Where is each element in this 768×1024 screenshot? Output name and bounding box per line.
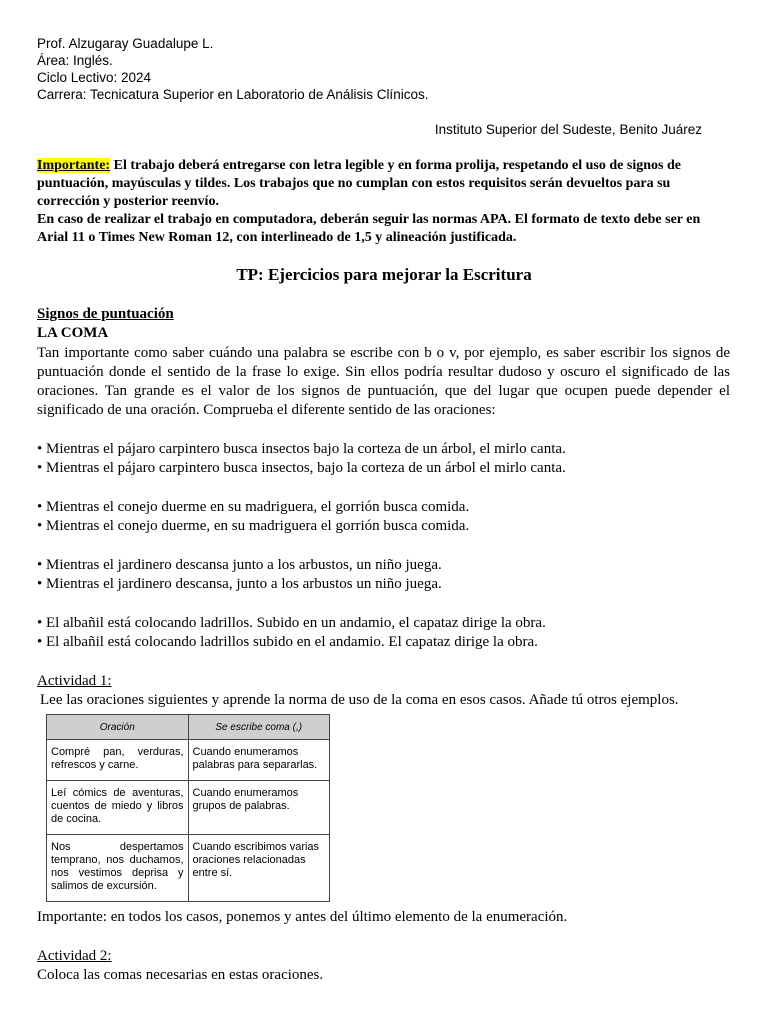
school-year-line: Ciclo Lectivo: 2024	[37, 70, 152, 85]
activity-2-text: Coloca las comas necesarias en estas oraciones.	[37, 967, 324, 984]
example-sentence: • Mientras el pájaro carpintero busca insectos bajo la corteza de un árbol, el mirlo canta.	[37, 441, 566, 458]
institute-name: Instituto Superior del Sudeste, Benito Juárez	[434, 122, 702, 137]
page-title: TP: Ejercicios para mejorar la Escritura	[236, 265, 532, 284]
example-sentence: • Mientras el pájaro carpintero busca insectos, bajo la corteza de un árbol el mirlo canta.	[37, 460, 566, 477]
career-line: Carrera: Tecnicatura Superior en Laboratorio de Análisis Clínicos.	[37, 87, 429, 102]
intro-paragraph: Tan importante como saber cuándo una palabra se escribe con b o v, por ejemplo, es saber escribir los signos de puntuación donde el sentido de la frase lo exige. Sin ellos podría resultar dudoso y oscuro el significado de las oraciones. Tan grande es el valor de los signos de puntuación, que del lugar que ocupen puede depender el significado de una oración. Comprueba el diferente sentido de las oraciones:	[37, 344, 730, 419]
table-cell: Cuando enumeramos palabras para separarlas.	[188, 740, 330, 781]
example-sentence: • Mientras el conejo duerme, en su madriguera el gorrión busca comida.	[37, 518, 470, 535]
section-heading: Signos de puntuación	[37, 306, 174, 322]
table-row	[47, 781, 330, 835]
table-cell: Compré pan, verduras, refrescos y carne.	[47, 740, 189, 781]
activity-1-note: Importante: en todos los casos, ponemos y antes del último elemento de la enumeración.	[37, 909, 568, 926]
professor-line: Prof. Alzugaray Guadalupe L.	[37, 36, 214, 51]
important-label: Importante:	[37, 158, 111, 173]
notice-text-1: El trabajo deberá entregarse con letra legible y en forma prolija, respetando el uso de signos de puntuación, mayúsculas y tildes. Los trabajos que no cumplan con estos requisitos serán devueltos para su corrección y posterior reenvío.	[37, 158, 681, 209]
example-sentence: • Mientras el conejo duerme en su madriguera, el gorrión busca comida.	[37, 498, 470, 515]
important-notice	[37, 157, 717, 247]
comma-rules-table	[46, 714, 330, 902]
table-header: Oración	[47, 715, 189, 740]
example-sentence: • Mientras el jardinero descansa, junto a los arbustos un niño juega.	[37, 576, 442, 593]
table-cell: Cuando enumeramos grupos de palabras.	[188, 781, 330, 835]
document-body	[37, 305, 730, 985]
section-subheading: LA COMA	[37, 325, 109, 342]
notice-text-2: En caso de realizar el trabajo en computadora, deberán seguir las normas APA. El formato de texto debe ser en Arial 11 o Times New Roman 12, con interlineado de 1,5 y alineación justificada.	[37, 212, 701, 245]
table-header: Se escribe coma (,)	[188, 715, 330, 740]
activity-1-heading: Actividad 1:	[37, 672, 112, 689]
table-cell: Nos despertamos temprano, nos duchamos, nos vestimos deprisa y salimos de excursión.	[47, 835, 189, 902]
example-sentence: • Mientras el jardinero descansa junto a los arbustos, un niño juega.	[37, 556, 442, 573]
example-sentence: • El albañil está colocando ladrillos subido en el andamio. El capataz dirige la obra.	[37, 634, 538, 651]
area-line: Área: Inglés.	[37, 53, 113, 68]
activity-2-heading: Actividad 2:	[37, 947, 112, 964]
table-row	[47, 740, 330, 781]
table-cell: Cuando escribimos varias oraciones relacionadas entre sí.	[188, 835, 330, 902]
table-cell: Leí cómics de aventuras, cuentos de miedo y libros de cocina.	[47, 781, 189, 835]
table-row	[47, 835, 330, 902]
activity-1-text: Lee las oraciones siguientes y aprende la norma de uso de la coma en esos casos. Añade tú otros ejemplos.	[40, 691, 679, 708]
example-sentence: • El albañil está colocando ladrillos. Subido en un andamio, el capataz dirige la obra.	[37, 614, 546, 631]
document-header	[37, 35, 737, 103]
